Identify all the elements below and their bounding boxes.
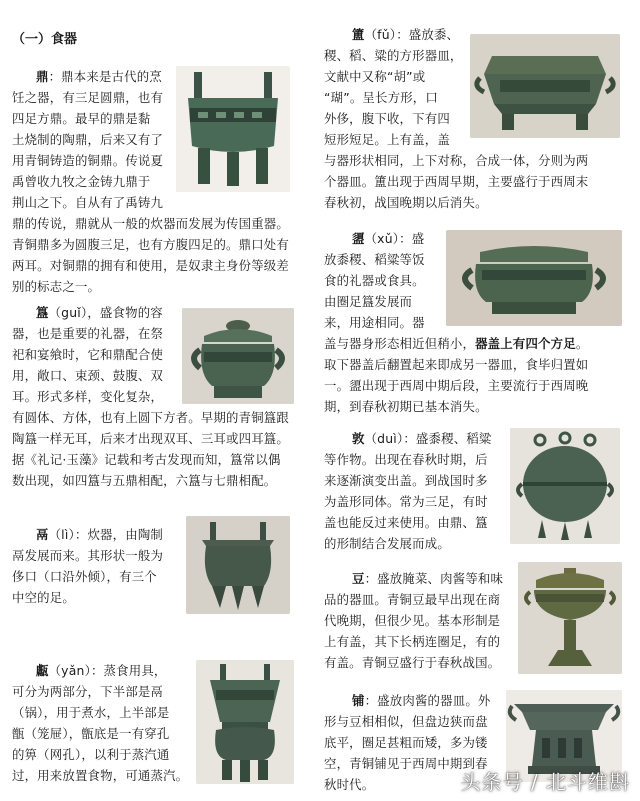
- xu-line: 放黍稷、稻粱等饭: [324, 252, 425, 267]
- yan-line: 过，用来放置食物，可通蒸汽。: [12, 768, 189, 783]
- pu-line: 底平，圈足甚粗而矮，多为镂: [324, 735, 488, 750]
- dou-term: 豆: [352, 571, 365, 586]
- dui-line: 等作物。出现在春秋时期，后: [324, 452, 488, 467]
- dui-term: 敦: [352, 431, 365, 446]
- yan-vessel-photo: [196, 660, 294, 784]
- ding-vessel-icon: [176, 66, 290, 192]
- li-vessel-photo: [186, 516, 290, 614]
- fu-line: 外侈，腹下收，下有四: [324, 111, 450, 126]
- gui-line: 器，也是重要的礼器，在祭: [12, 326, 164, 341]
- dou-vessel-icon: [518, 562, 622, 674]
- ding-line: 两耳。对铜鼎的拥有和使用，是奴隶主身份等级差: [12, 258, 289, 273]
- li-line: 中空的足。: [12, 590, 75, 605]
- li-line: 鬲发展而来。其形状一般为: [12, 548, 164, 563]
- pu-line: 空，青铜铺见于西周中期到春: [324, 756, 488, 771]
- fu-term: 簠: [352, 27, 365, 42]
- ding-line: 饪之器，有三足圆鼎，也有: [12, 90, 164, 105]
- pu-line: ：盛放肉酱的器皿。外: [364, 693, 491, 708]
- pu-term: 铺: [352, 693, 365, 708]
- gui-line: 用，敞口、束颈、鼓腹、双: [12, 368, 164, 383]
- li-text: [12, 524, 192, 608]
- yan-line: 甑（笼屉），甑底是一有穿孔: [12, 726, 170, 741]
- dou-line: 代晚期，但很少见。基本形制是: [324, 613, 501, 628]
- gui-line: （guǐ），盛食物的容: [48, 305, 163, 320]
- gui-line: 陶簋一样无耳，后来才出现双耳、三耳或四耳簋。: [12, 431, 289, 446]
- dui-line: 的形制结合发展而成。: [324, 536, 450, 551]
- dui-vessel-photo: [510, 428, 620, 544]
- fu-vessel-icon: [470, 34, 620, 138]
- xu-line-pre: 盖与器身形态相近但稍小，: [324, 336, 476, 351]
- dou-line: 品的器皿。青铜豆最早出现在商: [324, 592, 501, 607]
- xu-line-post: 。: [575, 336, 589, 351]
- gui-line: 耳。形式多样，变化复杂，: [12, 389, 164, 404]
- dou-line: 有盖。青铜豆盛行于春秋战国。: [324, 655, 501, 670]
- ding-text-top: [12, 66, 172, 213]
- ding-line: 青铜鼎多为圆腹三足，也有方腹四足的。鼎口处有: [12, 237, 289, 252]
- dou-vessel-photo: [518, 562, 622, 674]
- yan-line: （yǎn）：蒸食用具，: [48, 663, 167, 678]
- gui-text-top: [12, 302, 182, 407]
- xu-text-top: [324, 228, 444, 333]
- ding-vessel-photo: [176, 66, 290, 192]
- fu-line: 稷、稻、粱的方形器皿，: [324, 48, 463, 63]
- dou-line: ：盛放腌菜、肉酱等和味: [364, 571, 504, 586]
- xu-line: [324, 333, 624, 354]
- fu-text-top: [324, 24, 474, 150]
- fu-vessel-photo: [470, 34, 620, 138]
- gui-vessel-icon: [182, 308, 294, 404]
- xu-line: 一。盨出现于西周中期后段，主要流行于西周晚: [324, 378, 589, 393]
- yan-term: 甗: [36, 663, 49, 678]
- fu-text-bottom: [324, 150, 624, 213]
- dou-text: [324, 568, 516, 673]
- fu-line: 短形短足。上有盖，盖: [324, 132, 450, 147]
- xu-text-bottom: [324, 333, 624, 417]
- xu-line: 来，用途相同。器: [324, 315, 425, 330]
- xu-vessel-photo: [446, 230, 622, 326]
- xu-highlight: 器盖上有四个方足: [475, 336, 576, 351]
- gui-line: 据《礼记·玉藻》记载和考古发现而知，簋常以偶: [12, 452, 281, 467]
- li-vessel-icon: [186, 516, 290, 614]
- li-term: 鬲: [36, 527, 49, 542]
- dui-text: [324, 428, 504, 554]
- gui-text-bottom: [12, 407, 312, 491]
- yan-vessel-icon: [196, 660, 294, 784]
- dui-vessel-icon: [510, 428, 620, 544]
- gui-term: 簋: [36, 305, 49, 320]
- gui-line: 有圆体、方体，也有上圆下方者。早期的青铜簋跟: [12, 410, 289, 425]
- li-line: （lì）：炊器，由陶制: [48, 527, 163, 542]
- ding-line: 荆山之下。自从有了禹铸九: [12, 195, 164, 210]
- dui-line: 盖也能反过来使用。由鼎、簋: [324, 515, 488, 530]
- xu-line: 取下器盖后翻置起来即成另一器皿，食毕归置如: [324, 357, 589, 372]
- section-title: （一）食器: [12, 32, 78, 47]
- gui-line: 数出现，如四簋与五鼎相配，六簋与七鼎相配。: [12, 473, 277, 488]
- ding-term: 鼎: [36, 69, 49, 84]
- dui-line: 来逐渐演变出盖。到战国时多: [324, 473, 488, 488]
- fu-line: 春秋初，战国晚期以后消失。: [324, 195, 488, 210]
- yan-line: 可分为两部分，下半部是鬲: [12, 684, 164, 699]
- dui-line: 为盖形同体。常为三足，有时: [324, 494, 488, 509]
- ding-line: 禹曾收九牧之金铸九鼎于: [12, 174, 151, 189]
- fu-line: 文献中又称“胡”或: [324, 69, 426, 84]
- xu-line: （xǔ）：盛: [364, 231, 425, 246]
- yan-text: [12, 660, 192, 786]
- pu-line: 形与豆相相似，但盘边狭而盘: [324, 714, 488, 729]
- watermark: 头条号 / 北斗维斟: [460, 770, 630, 794]
- xu-line: 由圈足簋发展而: [324, 294, 413, 309]
- ding-line: ：鼎本来是古代的烹: [48, 69, 162, 84]
- fu-line: 个器皿。簠出现于西周早期，主要盛行于西周末: [324, 174, 589, 189]
- ding-line: 别的标志之一。: [12, 279, 101, 294]
- xu-line: 期，到春秋初期已基本消失。: [324, 399, 488, 414]
- ding-line: 土烧制的陶鼎，后来又有了: [12, 132, 164, 147]
- xu-vessel-icon: [446, 230, 622, 326]
- yan-line: 的箅（网孔），以利于蒸汽通: [12, 747, 170, 762]
- fu-line: “瑚”。呈长方形，口: [324, 90, 438, 105]
- dou-line: 上有盖，其下长柄连圈足，有的: [324, 634, 501, 649]
- xu-term: 盨: [352, 231, 365, 246]
- dui-line: （duì）：盛黍稷、稻粱: [364, 431, 492, 446]
- fu-line: （fǔ）：盛放黍、: [364, 27, 460, 42]
- yan-line: （锅），用于煮水，上半部是: [12, 705, 170, 720]
- fu-line: 与器形状相同，上下对称，合成一体，分则为两: [324, 153, 589, 168]
- gui-vessel-photo: [182, 308, 294, 404]
- pu-line: 秋时代。: [324, 777, 375, 792]
- li-line: 侈口（口沿外倾），有三个: [12, 569, 157, 584]
- gui-line: 祀和宴飨时，它和鼎配合使: [12, 347, 164, 362]
- ding-line: 四足方鼎。最早的鼎是黏: [12, 111, 151, 126]
- ding-line: 鼎的传说，鼎就从一般的炊器而发展为传国重器。: [12, 216, 289, 231]
- xu-line: 食的礼器或食具。: [324, 273, 425, 288]
- ding-line: 用青铜铸造的铜鼎。传说夏: [12, 153, 164, 168]
- ding-text-bottom: [12, 213, 312, 297]
